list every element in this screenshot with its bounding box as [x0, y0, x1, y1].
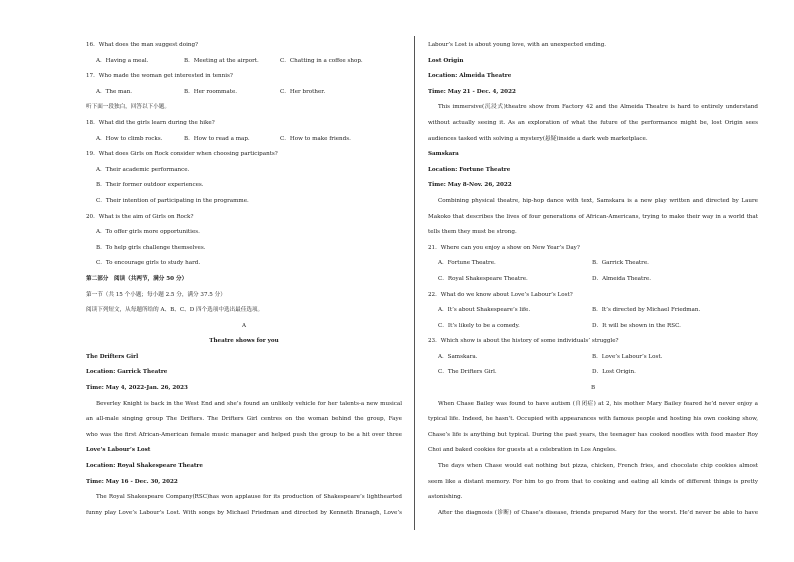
paragraph-line: Chase’s life is anything but typical. During the past years, the teenager has cooked noodles with food master Roy: [428, 431, 758, 438]
paragraph-line: Beverley Knight is back in the West End and she’s found an unlikely vehicle for her talents-a new musical: [96, 400, 402, 407]
q19-stem: 19．What does Girls on Rock consider when choosing participants?: [86, 151, 278, 158]
q18-option-c: C．How to make friends.: [280, 135, 351, 142]
column-divider: [414, 36, 415, 530]
q16-options: [86, 54, 402, 70]
section-one-title: 第一节（共 15 个小题；每小题 2.5 分，满分 37.5 分）: [86, 291, 226, 298]
q20-option-c: C．To encourage girls to study hard.: [96, 260, 201, 267]
q21-stem: 21．Where can you enjoy a show on New Year’s Day?: [428, 244, 580, 251]
paragraph-line: The Royal Shakespeare Company(RSC)has won applause for its production of Shakespeare’s lighthearted: [96, 494, 402, 501]
paragraph-line: Makoko that describes the lives of four generations of African-Americans, trying to make their way in a world that: [428, 213, 758, 220]
listening-instruction: 听下面一段独白，回答以下小题。: [86, 104, 170, 111]
right-column: [428, 38, 758, 521]
q21-option-d: D．Almeida Theatre.: [592, 275, 651, 282]
passage-a-label: A: [241, 322, 247, 329]
paragraph-line: After the diagnosis (诊断) of Chase’s disease, friends prepared Mary for the worst. He’d never be able to have: [438, 509, 758, 516]
q19-option-b: B．Their former outdoor experiences.: [96, 182, 204, 189]
q17-option-c: C．Her brother.: [280, 88, 326, 95]
q21-options-row2: [428, 272, 758, 288]
q16-option-c: C．Chatting in a coffee shop.: [280, 57, 363, 64]
q20-stem: 20．What is the aim of Girls on Rock?: [86, 213, 194, 220]
q23-stem: 23．Which show is about the history of some individuals’ struggle?: [428, 338, 619, 345]
show-name: Love’s Labour’s Lost: [86, 447, 151, 454]
paragraph-line: funny play Love’s Labour’s Lost. With songs by Michael Friedman and directed by Kenneth Branagh, Love’s: [86, 509, 402, 516]
paragraph-line: astonishing.: [428, 494, 463, 501]
paragraph-line: who was the first African-American female music manager and helped push the group to be a hit over three: [86, 431, 402, 438]
show-time: Time: May 8-Nov. 26, 2022: [428, 182, 512, 189]
show-location: Location: Fortune Theatre: [428, 166, 511, 173]
show-time: Time: May 21 - Dec. 4, 2022: [428, 88, 516, 95]
paragraph-line: seem like a distant memory. For him to go from that to cooking and eating all kinds of different things is pretty: [428, 478, 758, 485]
q21-option-b: B．Garrick Theatre.: [592, 260, 649, 267]
show-location: Location: Garrick Theatre: [86, 369, 168, 376]
paragraph-line: Combining physical theatre, hip-hop dance with text, Samskara is a new play written and directed by Laure: [438, 197, 758, 204]
q21-options-row1: [428, 256, 758, 272]
paragraph-line: When Chase Bailey was found to have autism (自闭症) at 2, his mother Mary Bailey feared he’d never enjoy a: [438, 400, 758, 407]
q21-option-c: C．Royal Shakespeare Theatre.: [438, 275, 528, 282]
show-time: Time: May 4, 2022-Jan. 26, 2023: [86, 385, 188, 392]
q18-options: [86, 132, 402, 148]
paragraph-line: Labour’s Lost is about young love, with an unexpected ending.: [428, 42, 607, 48]
q20-option-b: B．To help girls challenge themselves.: [96, 244, 206, 251]
q22-stem: 22．What do we know about Love’s Labour’s Lost?: [428, 291, 573, 298]
q21-option-a: A．Fortune Theatre.: [438, 260, 496, 267]
q23-option-d: D．Lost Origin.: [592, 369, 636, 376]
q16-option-a: A．Having a meal.: [96, 57, 149, 64]
paragraph-line: an all-male singing group The Drifters. The Drifters Girl centres on the woman behind the group, Faye: [86, 416, 402, 423]
paragraph-line: without actually seeing it. As an exploration of what the future of the performance might be, lost Origin sees: [428, 119, 758, 126]
show-name: Samskara: [428, 151, 459, 158]
q23-options-row2: [428, 365, 758, 381]
q16-option-b: B．Meeting at the airport.: [184, 57, 259, 64]
q18-option-b: B．How to read a map.: [184, 135, 250, 142]
paragraph-line: Choi and baked cookies for guests at a celebration in Los Angeles.: [428, 447, 617, 454]
paragraph-line: The days when Chase would eat nothing but pizza, chicken, French fries, and chocolate chip cookies almost: [438, 463, 758, 470]
q17-stem: 17．Who made the woman get interested in tennis?: [86, 73, 233, 80]
q17-options: [86, 85, 402, 101]
paragraph-line: tells them they must be strong.: [428, 229, 517, 236]
show-name: The Drifters Girl: [86, 353, 139, 360]
q22-options-row1: [428, 303, 758, 319]
q18-stem: 18．What did the girls learn during the hike?: [86, 119, 215, 126]
passage-b-label: B: [590, 385, 596, 392]
show-location: Location: Almeida Theatre: [428, 73, 512, 80]
q22-option-d: D．It will be shown in the RSC.: [592, 322, 681, 329]
q22-option-c: C．It’s likely to be a comedy.: [438, 322, 520, 329]
q19-option-c: C．Their intention of participating in the programme.: [96, 197, 249, 204]
show-time: Time: May 16 - Dec. 30, 2022: [86, 478, 178, 485]
q23-option-b: B．Love’s Labour’s Lost.: [592, 353, 663, 360]
reading-instruction: 阅读下列短文，从每题所给的 A、B、C、D 四个选项中选出最佳选项。: [86, 307, 264, 314]
left-column: [86, 38, 402, 521]
q23-option-a: A．Samskara.: [438, 353, 478, 360]
q16-stem: 16．What does the man suggest doing?: [86, 42, 199, 48]
show-location: Location: Royal Shakespeare Theatre: [86, 463, 203, 470]
q22-options-row2: [428, 319, 758, 335]
passage-title: Theatre shows for you: [209, 338, 279, 345]
q17-option-b: B．Her roommate.: [184, 88, 238, 95]
q23-options-row1: [428, 350, 758, 366]
q17-option-a: A．The man.: [96, 88, 133, 95]
show-name: Lost Origin: [428, 57, 464, 64]
q18-option-a: A．How to climb rocks.: [96, 135, 163, 142]
paragraph-line: audiences tasked with solving a mystery(悬疑)inside a dark web marketplace.: [428, 135, 648, 142]
q22-option-b: B．It’s directed by Michael Friedman.: [592, 307, 701, 314]
part-two-title: 第二部分 阅读（共两节，满分 50 分）: [86, 275, 188, 282]
q22-option-a: A．It’s about Shakespeare’s life.: [438, 307, 531, 314]
paragraph-line: typical life. Indeed, he hasn’t. Occupied with appearances with famous people and hosting his own cooking show,: [428, 416, 758, 423]
q23-option-c: C．The Drifters Girl.: [438, 369, 497, 376]
q19-option-a: A．Their academic performance.: [96, 166, 190, 173]
q20-option-a: A．To offer girls more opportunities.: [96, 229, 200, 236]
paragraph-line: This immersive(沉浸式)theatre show from Factory 42 and the Almeida Theatre is hard to entirely understand: [438, 104, 758, 111]
